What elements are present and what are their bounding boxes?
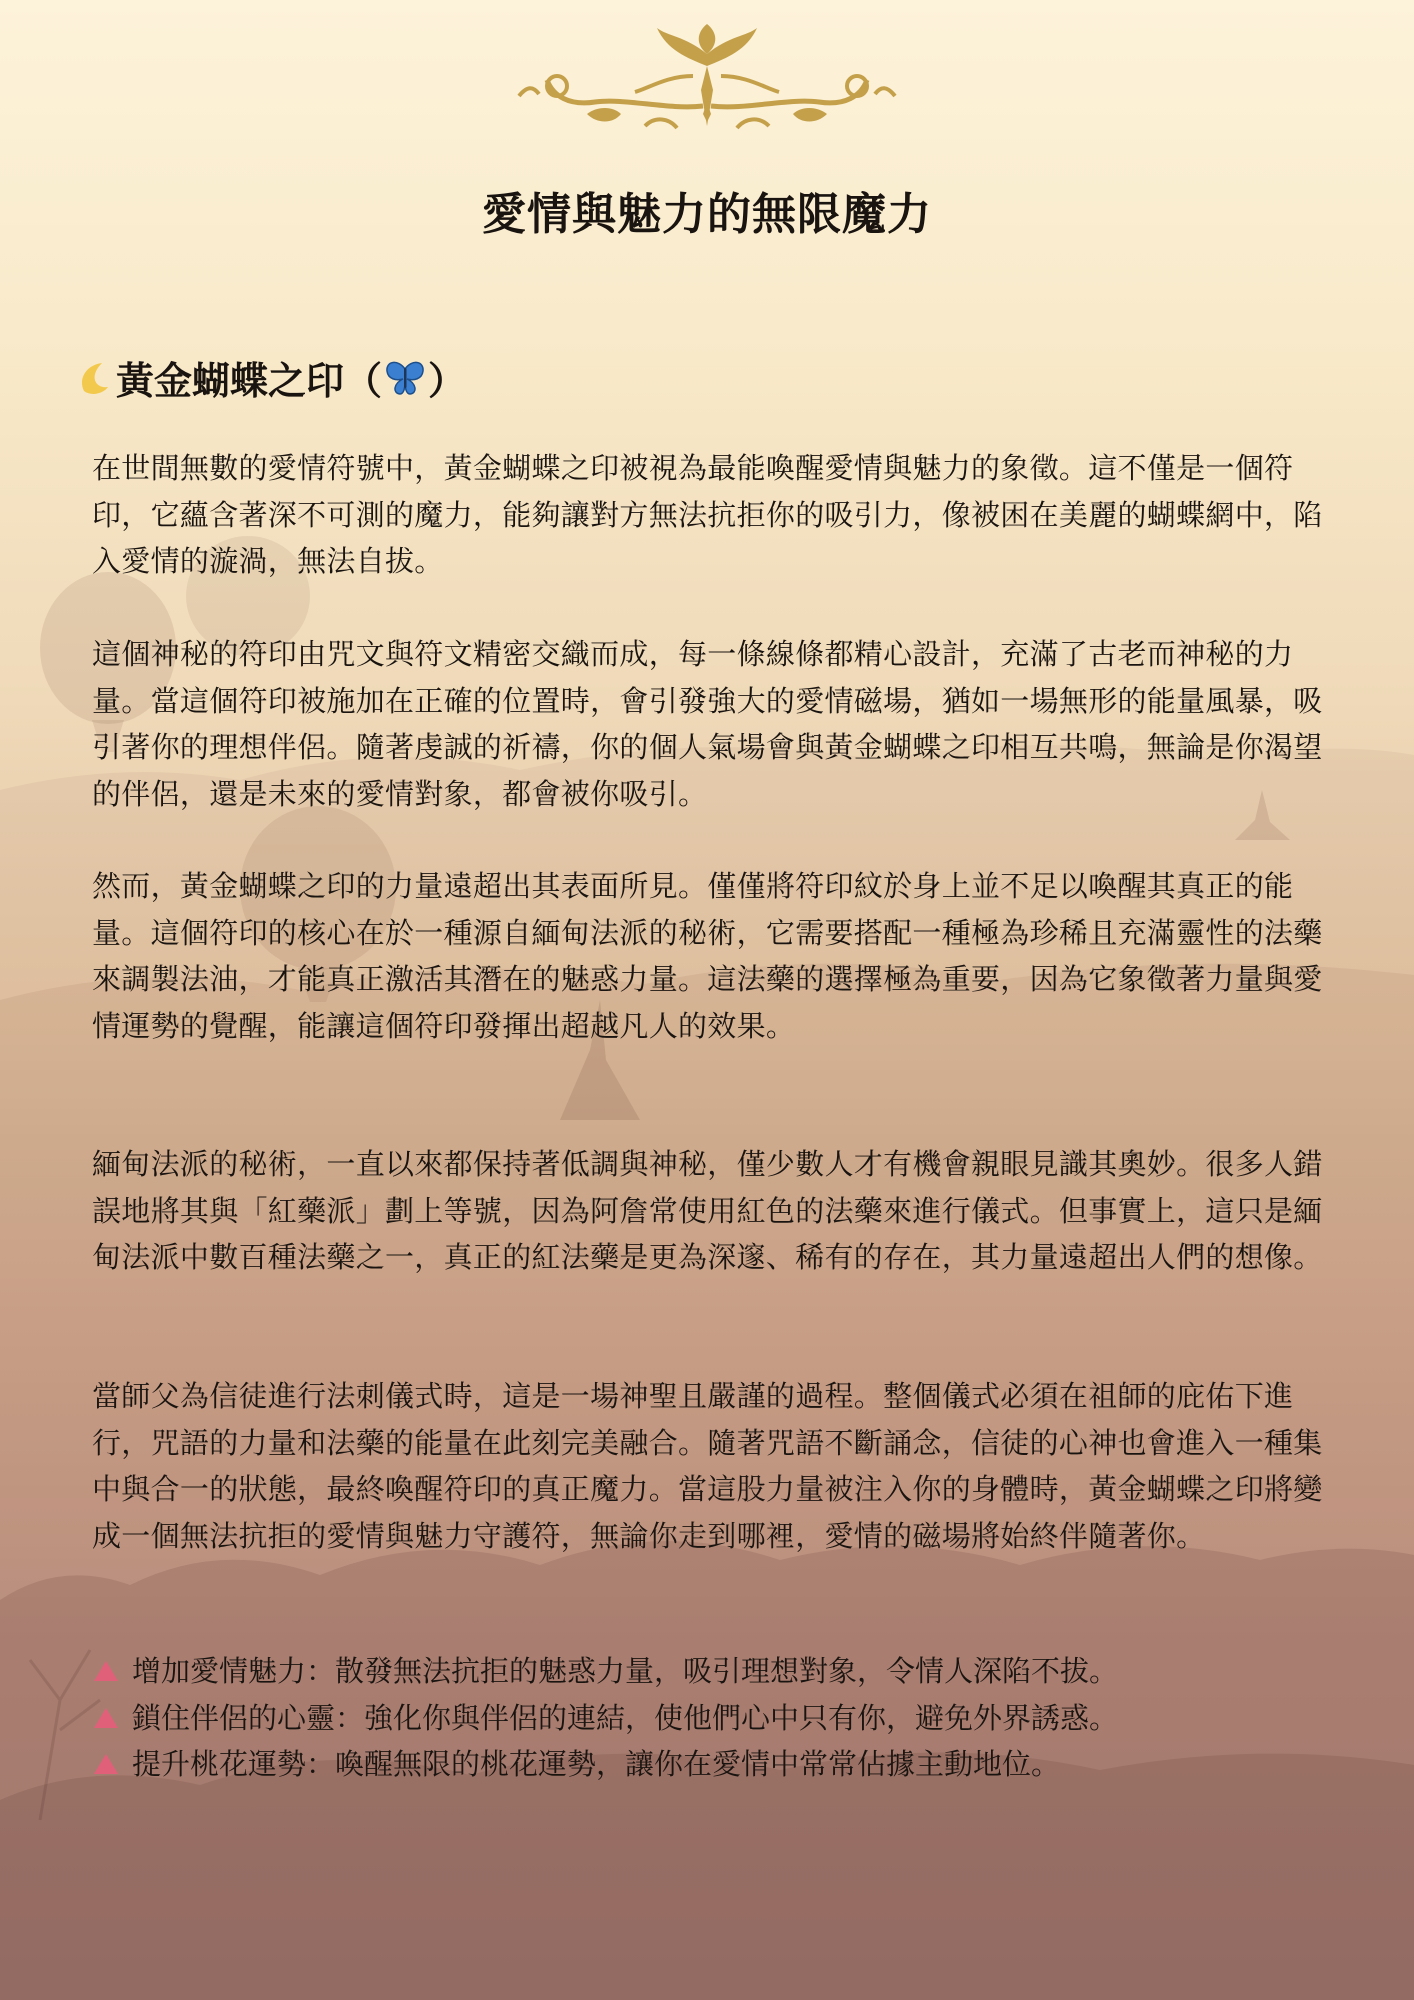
section-heading-text: 黃金蝴蝶之印（ [116, 359, 383, 403]
feature-text: 增加愛情魅力：散發無法抗拒的魅惑力量，吸引理想對象，令情人深陷不拔。 [132, 1654, 1119, 1688]
list-item [92, 1741, 1352, 1788]
feature-text: 提升桃花運勢：喚醒無限的桃花運勢，讓你在愛情中常常佔據主動地位。 [132, 1747, 1061, 1781]
paragraph-5: 當師父為信徒進行法刺儀式時，這是一場神聖且嚴謹的過程。整個儀式必須在祖師的庇佑下進行，咒語的力量和法藥的能量在此刻完美融合。隨著咒語不斷誦念，信徒的心神也會進入一種集中與合一的狀態，最終喚醒符印的真正魔力。當這股力量被注入你的身體時，黃金蝴蝶之印將變成一個無法抗拒的愛情與魅力守護符，無論你走到哪裡，愛情的磁場將始終伴隨著你。 [92, 1379, 1323, 1553]
paragraph-2: 這個神秘的符印由咒文與符文精密交織而成，每一條線條都精心設計，充滿了古老而神秘的力量。當這個符印被施加在正確的位置時，會引發強大的愛情磁場，猶如一場無形的能量風暴，吸引著你的理想伴侶。隨著虔誠的祈禱，你的個人氣場會與黃金蝴蝶之印相互共鳴，無論是你渴望的伴侶，還是未來的愛情對象，都會被你吸引。 [92, 637, 1323, 811]
paragraph-1: 在世間無數的愛情符號中，黃金蝴蝶之印被視為最能喚醒愛情與魅力的象徵。這不僅是一個符印，它蘊含著深不可測的魔力，能夠讓對方無法抗拒你的吸引力，像被困在美麗的蝴蝶網中，陷入愛情的漩渦，無法自拔。 [92, 451, 1323, 578]
triangle-bullet-icon [92, 1752, 120, 1776]
feature-list [92, 1648, 1352, 1788]
triangle-bullet-icon [92, 1706, 120, 1730]
butterfly-icon [384, 359, 426, 397]
triangle-bullet-icon [92, 1659, 120, 1683]
ornament-icon [517, 6, 897, 142]
list-item [92, 1648, 1352, 1695]
crescent-moon-icon [72, 357, 114, 399]
list-item [92, 1695, 1352, 1742]
feature-text: 鎖住伴侶的心靈：強化你與伴侶的連結，使他們心中只有你，避免外界誘惑。 [132, 1700, 1119, 1735]
section-heading-close: ） [428, 359, 467, 403]
section-heading [72, 350, 466, 405]
paragraph-4: 緬甸法派的秘術，一直以來都保持著低調與神秘，僅少數人才有機會親眼見識其奧妙。很多人錯誤地將其與「紅藥派」劃上等號，因為阿詹常使用紅色的法藥來進行儀式。但事實上，這只是緬甸法派中數百種法藥之一，真正的紅法藥是更為深邃、稀有的存在，其力量遠超出人們的想像。 [92, 1147, 1323, 1274]
paragraph-3: 然而，黃金蝴蝶之印的力量遠超出其表面所見。僅僅將符印紋於身上並不足以喚醒其真正的能量。這個符印的核心在於一種源自緬甸法派的秘術，它需要搭配一種極為珍稀且充滿靈性的法藥來調製法油，才能真正激活其潛在的魅惑力量。這法藥的選擇極為重要，因為它象徵著力量與愛情運勢的覺醒，能讓這個符印發揮出超越凡人的效果。 [92, 869, 1323, 1043]
page-title: 愛情與魅力的無限魔力 [482, 189, 932, 240]
